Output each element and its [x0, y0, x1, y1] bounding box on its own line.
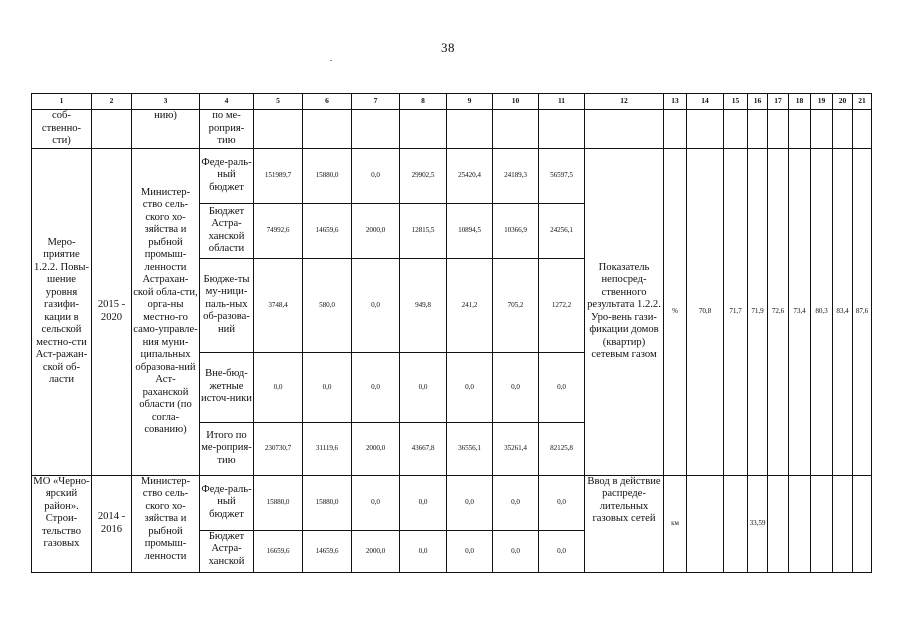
- col-number: 2: [92, 94, 132, 110]
- col-number: 18: [789, 94, 811, 110]
- indicator-value-cell: 33,59: [748, 475, 768, 572]
- value-cell: 16659,6: [254, 530, 303, 572]
- col-number: 8: [400, 94, 447, 110]
- col-number: 15: [724, 94, 748, 110]
- value-cell: 0,0: [352, 148, 400, 203]
- value-cell: 0,0: [352, 475, 400, 530]
- value-cell: 2000,0: [352, 422, 400, 475]
- indicator-value-cell: 73,4: [789, 148, 811, 475]
- indicator-value-cell: 83,4: [833, 148, 853, 475]
- indicator-value-cell: 87,6: [853, 148, 872, 475]
- col-number: 6: [303, 94, 352, 110]
- value-cell: 15880,0: [303, 475, 352, 530]
- executor-cell: Министер-ство сель-ского хо-зяйства и рыбной промыш-ленности Астрахан-ской обла-сти, орга-ны местно-го само-управле-ния муни-ципальных образова-ний Аст-раханской области (по согла-сованию): [132, 148, 200, 475]
- col-number: 9: [447, 94, 493, 110]
- measure-name-cell: МО «Черно-ярский район». Строи-тельство газовых: [32, 475, 92, 572]
- value-cell: 10894,5: [447, 203, 493, 258]
- value-cell: 0,0: [447, 352, 493, 422]
- funding-source-cell: Феде-раль-ный бюджет: [200, 475, 254, 530]
- value-cell: 31119,6: [303, 422, 352, 475]
- value-cell: 0,0: [539, 352, 585, 422]
- value-cell: 0,0: [400, 530, 447, 572]
- value-cell: 0,0: [303, 352, 352, 422]
- cont-owner-cell: соб-ственно-сти): [32, 110, 92, 149]
- value-cell: 0,0: [493, 475, 539, 530]
- indicator-value-cell: 72,6: [768, 148, 789, 475]
- program-activities-table: [31, 93, 872, 573]
- value-cell: 82125,8: [539, 422, 585, 475]
- value-cell: 0,0: [539, 530, 585, 572]
- value-cell: 0,0: [352, 352, 400, 422]
- value-cell: 0,0: [254, 352, 303, 422]
- period-cell: 2015 - 2020: [92, 148, 132, 475]
- funding-source-cell: Бюджет Астра-ханской: [200, 530, 254, 572]
- indicator-cell: Показатель непосред-ственного результата 1.2.2. Уро-вень гази-фикации домов (квартир) сетевым газом: [585, 148, 664, 475]
- value-cell: 151989,7: [254, 148, 303, 203]
- table-row: [32, 148, 872, 203]
- measure-name-cell: Меро-приятие 1.2.2. Повы-шение уровня газифи-кации в сельской местно-сти Аст-ражан-ской об-ласти: [32, 148, 92, 475]
- col-number: 20: [833, 94, 853, 110]
- value-cell: 2000,0: [352, 203, 400, 258]
- value-cell: 24189,3: [493, 148, 539, 203]
- table-row: [32, 475, 872, 530]
- value-cell: 949,8: [400, 258, 447, 352]
- col-number: 19: [811, 94, 833, 110]
- col-number: 3: [132, 94, 200, 110]
- col-number: 4: [200, 94, 254, 110]
- col-number: 7: [352, 94, 400, 110]
- indicator-value-cell: 80,3: [811, 148, 833, 475]
- col-number: 12: [585, 94, 664, 110]
- value-cell: 15880,0: [254, 475, 303, 530]
- cont-source-cell: по ме-роприя-тию: [200, 110, 254, 149]
- col-number: 17: [768, 94, 789, 110]
- value-cell: 0,0: [400, 352, 447, 422]
- value-cell: 12815,5: [400, 203, 447, 258]
- value-cell: 0,0: [447, 475, 493, 530]
- indicator-value-cell: 71,9: [748, 148, 768, 475]
- col-number: 16: [748, 94, 768, 110]
- column-numbers-row: [32, 94, 872, 110]
- value-cell: 43667,8: [400, 422, 447, 475]
- scan-speck: [330, 60, 332, 61]
- value-cell: 24256,1: [539, 203, 585, 258]
- value-cell: 29902,5: [400, 148, 447, 203]
- value-cell: 705,2: [493, 258, 539, 352]
- value-cell: 36556,1: [447, 422, 493, 475]
- col-number: 21: [853, 94, 872, 110]
- funding-source-cell: Бюджет Астра-ханской области: [200, 203, 254, 258]
- value-cell: 15880,0: [303, 148, 352, 203]
- funding-source-cell: Вне-бюд-жетные источ-ники: [200, 352, 254, 422]
- funding-source-cell: Бюдже-ты му-ници-паль-ных об-разова-ний: [200, 258, 254, 352]
- value-cell: 25420,4: [447, 148, 493, 203]
- value-cell: 0,0: [493, 352, 539, 422]
- funding-source-cell: Феде-раль-ный бюджет: [200, 148, 254, 203]
- cont-executor-cell: нию): [132, 110, 200, 149]
- col-number: 11: [539, 94, 585, 110]
- value-cell: 230730,7: [254, 422, 303, 475]
- value-cell: 0,0: [493, 530, 539, 572]
- col-number: 1: [32, 94, 92, 110]
- value-cell: 10366,9: [493, 203, 539, 258]
- indicator-value-cell: 71,7: [724, 148, 748, 475]
- indicator-cell: Ввод в действие распреде-лительных газовых сетей: [585, 475, 664, 572]
- value-cell: 2000,0: [352, 530, 400, 572]
- col-number: 10: [493, 94, 539, 110]
- value-cell: 0,0: [447, 530, 493, 572]
- col-number: 5: [254, 94, 303, 110]
- value-cell: 0,0: [352, 258, 400, 352]
- col-number: 14: [687, 94, 724, 110]
- value-cell: 0,0: [539, 475, 585, 530]
- indicator-value-cell: 70,8: [687, 148, 724, 475]
- value-cell: 74992,6: [254, 203, 303, 258]
- value-cell: 35261,4: [493, 422, 539, 475]
- value-cell: 56597,5: [539, 148, 585, 203]
- executor-cell: Министер-ство сель-ского хо-зяйства и рыбной промыш-ленности: [132, 475, 200, 572]
- page-number: 38: [441, 40, 455, 55]
- value-cell: 580,0: [303, 258, 352, 352]
- period-cell: 2014 - 2016: [92, 475, 132, 572]
- value-cell: 14659,6: [303, 203, 352, 258]
- value-cell: 241,2: [447, 258, 493, 352]
- unit-cell: км: [664, 475, 687, 572]
- value-cell: 1272,2: [539, 258, 585, 352]
- value-cell: 14659,6: [303, 530, 352, 572]
- unit-cell: %: [664, 148, 687, 475]
- continuation-row: [32, 110, 872, 149]
- funding-source-cell: Итого по ме-роприя-тию: [200, 422, 254, 475]
- value-cell: 0,0: [400, 475, 447, 530]
- value-cell: 3748,4: [254, 258, 303, 352]
- col-number: 13: [664, 94, 687, 110]
